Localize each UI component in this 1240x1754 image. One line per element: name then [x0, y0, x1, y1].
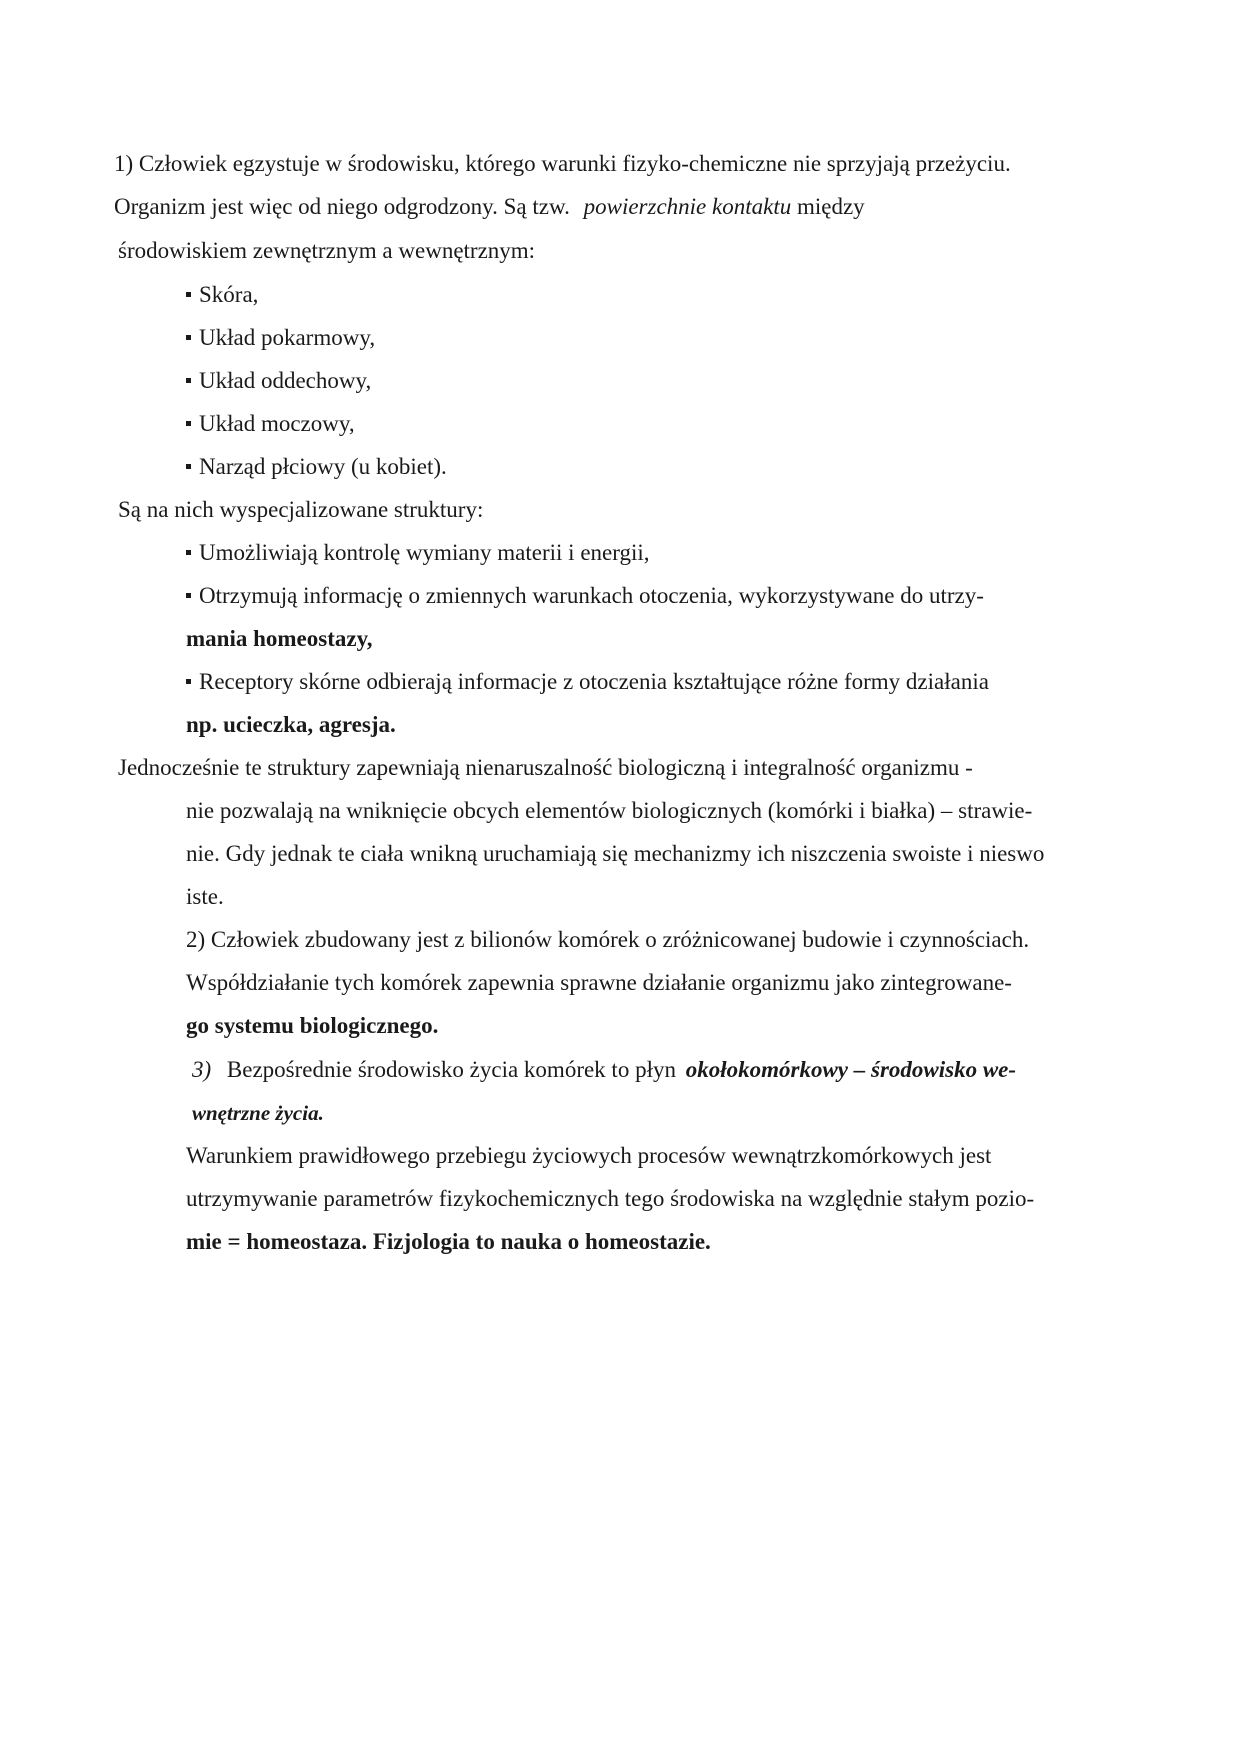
- point-number: 3): [192, 1057, 212, 1082]
- homeostasis-line-1: Warunkiem prawidłowego przebiegu życiowych procesów wewnątrzkomórkowych jest: [186, 1143, 992, 1168]
- list-item: Otrzymują informację o zmiennych warunkach otoczenia, wykorzystywane do utrzy-: [186, 581, 984, 611]
- integrity-line-3: nie. Gdy jednak te ciała wnikną uruchamiają się mechanizmy ich niszczenia swoiste i nieswo: [186, 841, 1045, 866]
- cells-line-3: go systemu biologicznego.: [186, 1013, 439, 1038]
- bullet-icon: [186, 679, 191, 684]
- list-item: Układ moczowy,: [186, 409, 355, 439]
- list-item: Skóra,: [186, 280, 258, 310]
- bullet-icon: [186, 335, 191, 340]
- extracellular-term: okołokomórkowy – środowisko we-: [685, 1057, 1017, 1082]
- list-item: Układ oddechowy,: [186, 366, 371, 396]
- integrity-line-2: nie pozwalają na wniknięcie obcych elementów biologicznych (komórki i białka) – strawie-: [186, 798, 1033, 823]
- environment-line-2: wnętrzne życia.: [192, 1101, 324, 1125]
- bullet-icon: [186, 464, 191, 469]
- intro-line-3: środowiskiem zewnętrznym a wewnętrznym:: [118, 238, 536, 263]
- cells-line-2: Współdziałanie tych komórek zapewnia sprawne działanie organizmu jako zintegrowane-: [186, 970, 1012, 995]
- list-item: Umożliwiają kontrolę wymiany materii i energii,: [186, 538, 650, 568]
- intro-line-1: 1) Człowiek egzystuje w środowisku, którego warunki fizyko-chemiczne nie sprzyjają przeżyciu.: [114, 151, 1011, 176]
- homeostasis-line-3: mie = homeostaza. Fizjologia to nauka o homeostazie.: [186, 1229, 711, 1254]
- intro-line-2: [114, 192, 865, 222]
- bullet-icon: [186, 421, 191, 426]
- bullet-icon: [186, 550, 191, 555]
- list-item-continuation: np. ucieczka, agresja.: [186, 712, 396, 737]
- list-item-continuation: mania homeostazy,: [186, 626, 373, 651]
- list-item: Narząd płciowy (u kobiet).: [186, 452, 447, 482]
- environment-line-1: [192, 1055, 1016, 1085]
- intro-line-2-text: Organizm jest więc od niego odgrodzony. Są tzw.: [114, 194, 570, 219]
- homeostasis-line-2: utrzymywanie parametrów fizykochemicznych tego środowiska na względnie stałym pozio-: [186, 1186, 1035, 1211]
- bullet-icon: [186, 292, 191, 297]
- integrity-line-1: Jednocześnie te struktury zapewniają nienaruszalność biologiczną i integralność organizmu -: [118, 755, 973, 780]
- intro-line-2-end: między: [796, 194, 865, 219]
- structures-heading: Są na nich wyspecjalizowane struktury:: [118, 497, 484, 522]
- cells-line-1: 2) Człowiek zbudowany jest z bilionów komórek o zróżnicowanej budowie i czynnościach.: [186, 927, 1030, 952]
- list-item: Receptory skórne odbierają informacje z otoczenia kształtujące różne formy działania: [186, 667, 989, 697]
- bullet-icon: [186, 378, 191, 383]
- bullet-icon: [186, 593, 191, 598]
- contact-surfaces-term: powierzchnie kontaktu: [583, 194, 792, 219]
- list-item: Układ pokarmowy,: [186, 323, 375, 353]
- environment-text: Bezpośrednie środowisko życia komórek to płyn: [226, 1057, 676, 1082]
- integrity-line-4: iste.: [186, 884, 224, 909]
